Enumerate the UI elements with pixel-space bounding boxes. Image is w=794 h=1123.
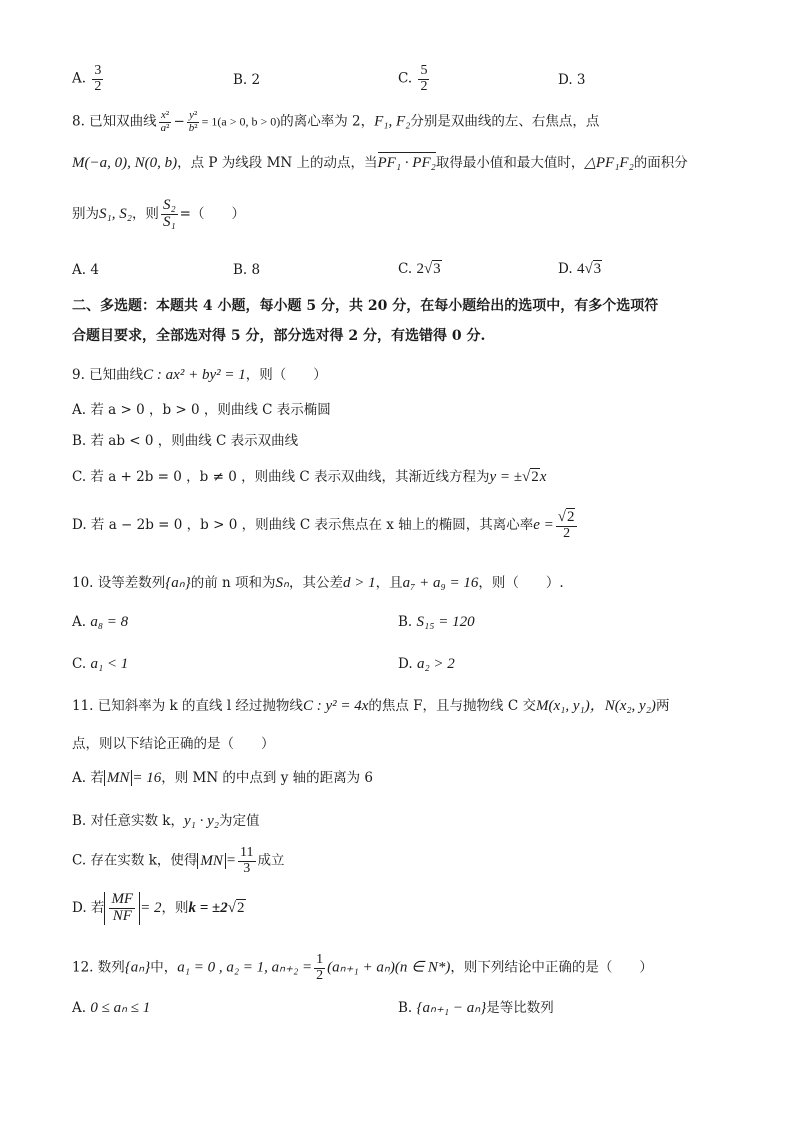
q11-stem-line1: 11. 已知斜率为 k 的直线 l 经过抛物线C : y² = 4x的焦点 F，且与抛物线 C 交M(x₁, y₁)，N(x₂, y₂)两 [72,698,670,714]
q12-stem: 12. 数列{aₙ}中，a₁ = 0 , a₂ = 1, aₙ₊₂ = $\frac{1}{2}$ (aₙ₊₁ + aₙ)(n ∈ N*)，则下列结论中正确的是（ ） [72,952,653,983]
q8-option-b: B. 8 [233,262,261,278]
q11-option-b: B. 对任意实数 k，y₁ · y₂为定值 [72,813,260,829]
q9-option-c: C. 若 a + 2b = 0 ，b ≠ 0 ，则曲线 C 表示双曲线，其渐近线方程为y = ±√2x [72,469,547,485]
q10-option-c: C. a₁ < 1 [72,656,129,672]
q7-option-d: D. 3 [558,72,586,88]
q11-option-a: A. 若 MN = 16，则 MN 的中点到 y 轴的距离为 6 [72,770,374,786]
q8-stem-line2: M(−a, 0), N(0, b)，点 P 为线段 MN 上的动点，当PF₁ · PF₂取得最小值和最大值时，△PF₁F₂的面积分 [72,155,688,171]
q10-option-a: A. a₈ = 8 [72,614,129,630]
q8-stem-line1: 8. 已知双曲线 $\frac{\text{x²}}{\text{a²}}$ − $\frac{\text{y²}}{\text{b²}}$ = 1(a > 0, b > 0)的离心率为 2，F₁, F₂分别是双曲线的左、右焦点，点 [72,109,600,134]
q7-option-a: A. $\frac{3}{2}$ [72,63,102,94]
q8-option-a: A. 4 [72,262,99,278]
q9-option-b: B. 若 ab < 0 ，则曲线 C 表示双曲线 [72,433,299,449]
q9-stem: 9. 已知曲线C : ax² + by² = 1，则（ ） [72,367,327,383]
q11-stem-line2: 点，则以下结论正确的是（ ） [72,736,275,752]
q10-stem: 10. 设等差数列{aₙ}的前 n 项和为Sₙ，其公差d > 1，且a₇ + a₉ = 16，则（ ）. [72,575,564,591]
q8-stem-line3: 别为S₁, S₂，则 $\frac{\text{S₂}}{\text{S₁}}$ =（ ） [72,197,245,230]
section2-heading-line1: 二、多选题：本题共 4 小题，每小题 5 分，共 20 分，在每小题给出的选项中，有多个选项符 [72,298,659,314]
q8-option-d: D. 4√3 [558,261,602,277]
q10-option-d: D. a₂ > 2 [398,656,455,672]
q9-option-a: A. 若 a > 0 ，b > 0 ，则曲线 C 表示椭圆 [72,402,331,418]
q12-option-a: A. 0 ≤ aₙ ≤ 1 [72,1000,151,1016]
q9-option-d: D. 若 a − 2b = 0 ，b > 0 ，则曲线 C 表示焦点在 x 轴上的椭圆，其离心率e = $\frac{√2}{2}$ [72,510,579,541]
q10-option-b: B. S₁₅ = 120 [398,614,475,630]
q12-option-b: B. {aₙ₊₁ − aₙ}是等比数列 [398,1000,554,1016]
q7-option-b: B. 2 [233,72,261,88]
q8-option-c: C. 2√3 [398,261,441,277]
section2-heading-line2: 合题目要求，全部选对得 5 分，部分选对得 2 分，有选错得 0 分. [72,328,486,344]
q11-option-c: C. 存在实数 k，使得 MN = $\frac{11}{3}$ 成立 [72,845,285,876]
q7-option-c: C. $\frac{5}{2}$ [398,63,428,94]
q11-option-d: D. 若 $\frac{MF}{NF}$ = 2，则k = ±2√2 [72,891,245,924]
